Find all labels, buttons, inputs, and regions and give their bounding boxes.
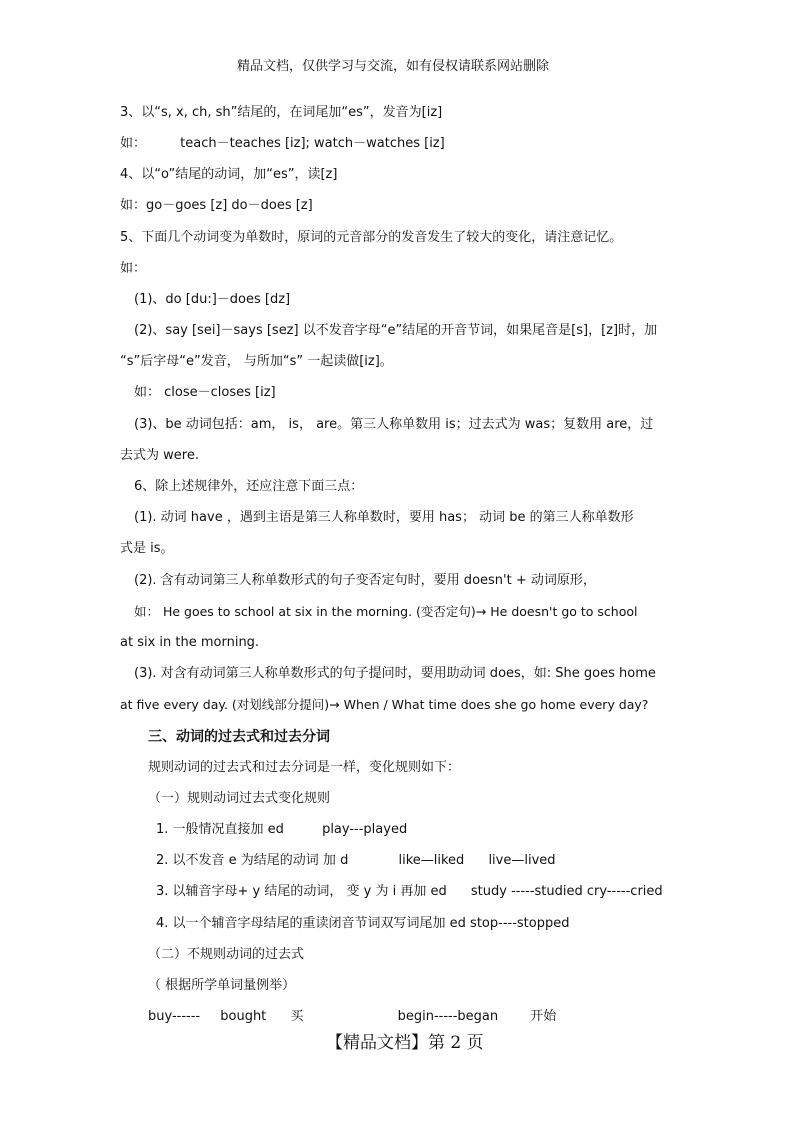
- text-line: [134, 291, 290, 309]
- text-segment: 6、除上述规律外，还应注意下面三点：: [134, 479, 364, 494]
- text-line: [120, 104, 442, 122]
- text-line: [148, 977, 295, 995]
- text-line: [148, 759, 460, 777]
- text-segment: （一）规则动词过去式变化规则: [148, 791, 331, 806]
- text-line: [148, 946, 304, 964]
- text-segment: 去式为 were.: [120, 448, 199, 463]
- text-segment: 三、动词的过去式和过去分词: [148, 729, 330, 745]
- page-footer: 【精品文档】第 2 页: [326, 1033, 484, 1053]
- text-segment: （二）不规则动词的过去式: [148, 947, 305, 962]
- text-line: [120, 197, 313, 215]
- text-line: [120, 447, 199, 465]
- text-line: [156, 821, 407, 839]
- text-segment: 如： close－closes [iz]: [134, 385, 276, 400]
- text-segment: (1)、do [du:]－does [dz]: [134, 292, 291, 307]
- text-line: [134, 478, 363, 496]
- text-segment: 开始: [530, 1009, 557, 1024]
- text-segment: at five every day. (对划线部分提问)→ When / What time does she go home every day?: [120, 697, 649, 712]
- text-segment: 买: [290, 1009, 304, 1024]
- text-line: [120, 634, 259, 652]
- text-line: [120, 229, 622, 247]
- text-line: [156, 883, 663, 901]
- text-segment: study -----studied cry-----cried: [470, 884, 663, 899]
- text-line: [120, 166, 337, 184]
- text-segment: 4、以“o”结尾的动词，加“es”，读[z]: [120, 167, 338, 182]
- text-line: [134, 322, 657, 340]
- text-segment: 如：: [120, 136, 147, 151]
- text-segment: 1. 一般情况直接加 ed: [156, 822, 284, 837]
- text-segment: (1). 动词 have ，遇到主语是第三人称单数时，要用 has； 动词 be 的第三人称单数形: [134, 510, 634, 525]
- text-segment: 规则动词的过去式和过去分词是一样，变化规则如下：: [148, 760, 461, 775]
- text-segment: live—lived: [488, 853, 556, 868]
- text-line: [120, 540, 174, 558]
- text-line: [156, 852, 556, 870]
- text-segment: 如： He goes to school at six in the morning. (变否定句)→ He doesn't go to school: [134, 604, 638, 619]
- text-segment: (2). 含有动词第三人称单数形式的句子变否定句时，要用 doesn't + 动词原形，: [134, 573, 596, 588]
- text-segment: 式是 is。: [120, 541, 174, 556]
- text-line: [134, 572, 596, 590]
- text-line: [120, 135, 445, 153]
- text-segment: play---played: [322, 822, 408, 837]
- text-line: [134, 384, 276, 402]
- text-segment: “s”后字母“e”发音， 与所加“s” 一起读做[iz]。: [120, 354, 393, 369]
- text-segment: 如：: [120, 261, 147, 276]
- text-line: [120, 696, 648, 714]
- text-segment: 2. 以不发音 e 为结尾的动词 加 d: [156, 853, 349, 868]
- text-segment: 3. 以辅音字母+ y 结尾的动词， 变 y 为 i 再加 ed: [156, 884, 447, 899]
- page-header: 精品文档，仅供学习与交流，如有侵权请联系网站删除: [237, 59, 550, 74]
- text-line: [148, 790, 330, 808]
- text-line: [134, 416, 653, 434]
- text-segment: （ 根据所学单词量例举）: [148, 978, 296, 993]
- text-segment: like—liked: [398, 853, 465, 868]
- text-line: [120, 353, 393, 371]
- text-segment: buy------: [148, 1009, 201, 1024]
- text-segment: (2)、say [sei]－says [sez] 以不发音字母“e”结尾的开音节词，如果尾音是[s]，[z]时，加: [134, 323, 658, 338]
- text-segment: 5、下面几个动词变为单数时，原词的元音部分的发音发生了较大的变化，请注意记忆。: [120, 230, 623, 245]
- text-segment: 4. 以一个辅音字母结尾的重读闭音节词双写词尾加 ed stop----stopped: [156, 916, 570, 931]
- section-heading: [148, 728, 330, 746]
- text-line: [134, 603, 638, 621]
- text-segment: (3). 对含有动词第三人称单数形式的句子提问时，要用助动词 does，如: She goes home: [134, 666, 656, 681]
- text-line: [156, 915, 569, 933]
- text-segment: (3)、be 动词包括：am， is， are。第三人称单数用 is；过去式为 was；复数用 are，过: [134, 417, 654, 432]
- text-segment: teach－teaches [iz]; watch－watches [iz]: [180, 136, 445, 151]
- text-segment: bought: [220, 1009, 267, 1024]
- text-line: [148, 1008, 556, 1026]
- text-segment: at six in the morning.: [120, 635, 260, 650]
- text-segment: begin-----began: [397, 1009, 499, 1024]
- text-line: [134, 509, 634, 527]
- text-segment: 如：go－goes [z] do－does [z]: [120, 198, 313, 213]
- text-line: [134, 665, 656, 683]
- text-segment: 3、以“s, x, ch, sh”结尾的，在词尾加“es”，发音为[iz]: [120, 105, 443, 120]
- text-line: [120, 260, 146, 278]
